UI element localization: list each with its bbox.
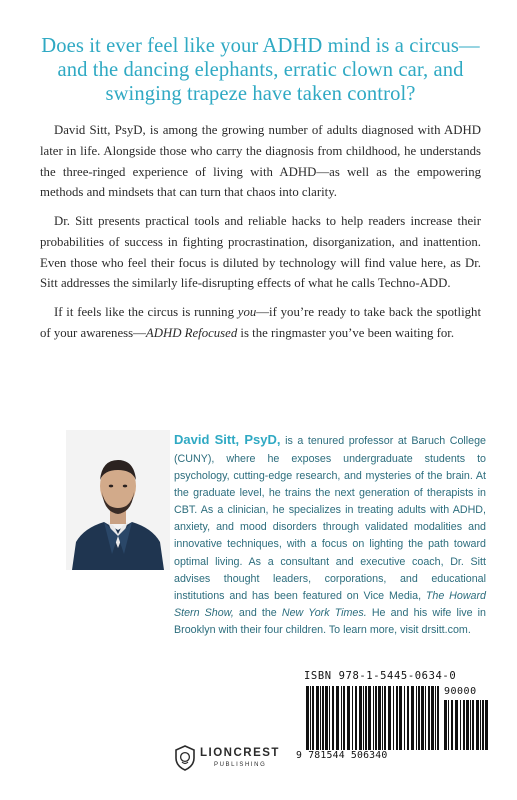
p3-text-a: If it feels like the circus is running — [54, 305, 238, 320]
bio-text-2: and the — [233, 606, 282, 619]
publisher-logo — [174, 745, 294, 775]
ean-barcode — [306, 686, 440, 750]
price-code: 90000 — [444, 686, 477, 697]
paragraph-1: David Sitt, PsyD, is among the growing number of adults diagnosed with ADHD later in life. Alongside those who carry the diagnosis from childhood, he understands the three-ringed experience of living with ADHD—as well as the empowering methods and mindsets that can turn that chaos into clarity. — [40, 123, 481, 200]
isbn-barcode-area — [296, 668, 492, 766]
isbn-number: ISBN 978-1-5445-0634-0 — [304, 670, 457, 682]
bio-italic-nyt: New York Times. — [281, 606, 367, 619]
author-name: David Sitt, PsyD, — [174, 432, 281, 447]
headline: Does it ever feel like your ADHD mind is a circus—and the dancing elephants, erratic clown car, and swinging trapeze have taken control? — [41, 35, 480, 106]
bio-italic-show: The Howard Stern Show, — [174, 589, 486, 619]
bio-text-3: He and his wife live in Brooklyn with their four children. To learn more, visit drsitt.com. — [174, 606, 486, 637]
publisher-subtitle: PUBLISHING — [214, 762, 267, 768]
p3-text-e: is the ringmaster you’ve been waiting for. — [237, 325, 455, 340]
bio-text-1: is a tenured professor at Baruch College (CUNY), where he exposes undergraduate students to psychology, cutting-edge research, and mysteries of the brain. At the graduate level, he trains the next generation of therapists in CBT. As a clinician, he specializes in treating adults with ADHD, anxiety, and mood disorders through validated modalities and innovative techniques, with a focus on lighting the path toward optimal living. As a consultant and executive coach, Dr. Sitt advises thought leaders, corporations, and educational institutions and has been featured on Vice Media, — [174, 435, 486, 602]
author-portrait-image — [66, 430, 170, 570]
barcode-digits: 9 781544 506340 — [296, 750, 388, 761]
description — [40, 120, 481, 343]
publisher-name: LIONCREST — [200, 747, 280, 759]
author-bio — [66, 430, 486, 639]
author-photo — [66, 430, 170, 570]
paragraph-2: Dr. Sitt presents practical tools and reliable hacks to help readers increase their probabilities of success in fighting procrastination, disorganization, and inattention. Even those who feel their focus is diluted by technology will find value here, as Dr. Sitt addresses the similarly life-disrupting effects of what he calls Techno-ADD. — [40, 214, 481, 291]
lion-shield-icon — [174, 745, 196, 771]
paragraph-3 — [40, 302, 481, 343]
price-barcode — [444, 700, 490, 750]
p3-text-c: —if you’re ready to take back the spotlight of your awareness— — [40, 305, 481, 340]
bio-text — [174, 430, 486, 639]
p3-book-title: ADHD Refocused — [145, 325, 238, 340]
p3-emphasis-you: you — [237, 305, 257, 320]
